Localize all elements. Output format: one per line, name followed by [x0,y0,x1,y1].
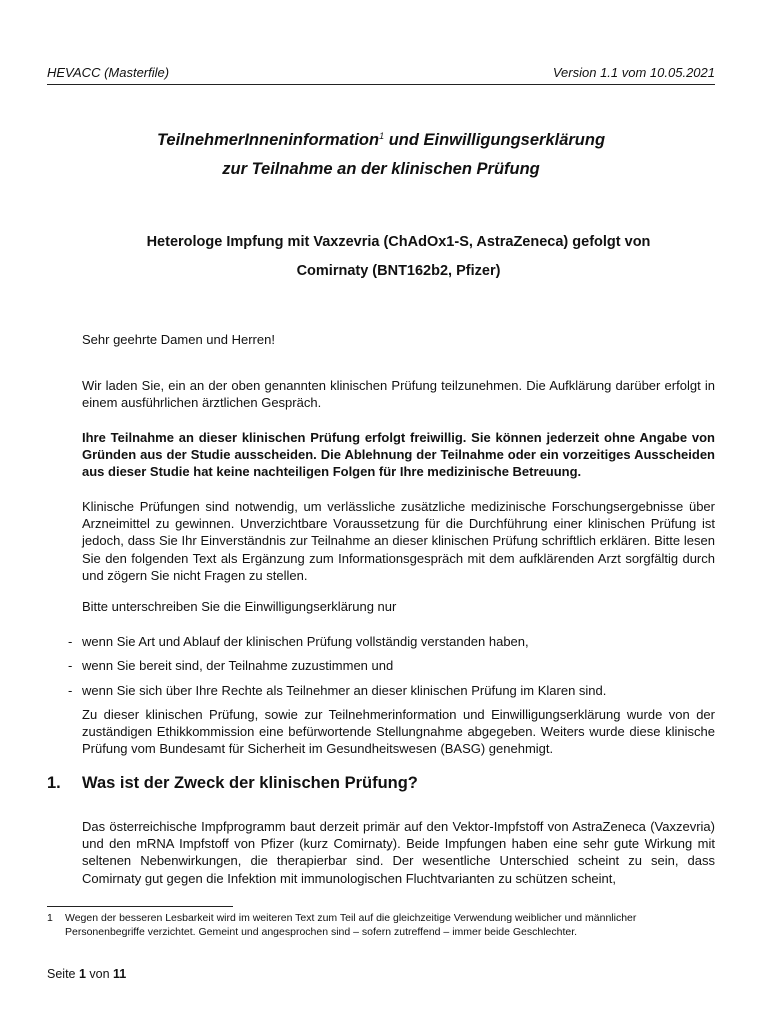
paragraph-ethics-approval: Zu dieser klinischen Prüfung, sowie zur Teilnehmerinformation und Einwilligungserklärung wurde von der zuständigen Ethikkommission eine befürwortende Stellungnahme abgegeben. Weiters wurde diese klinische Prüfung vom Bundesamt für Sicherheit im Gesundheitswesen (BASG) genehmigt. [82,707,715,757]
header-document-name: HEVACC (Masterfile) [47,65,170,80]
section-paragraph: Das österreichische Impfprogramm baut derzeit primär auf den Vektor-Impfstoff von AstraZeneca (Vaxzevria) und den mRNA Impfstoff von Pfizer (kurz Comirnaty). Beide Impfungen haben eine sehr gute Wirkung mit seltenen Nebenwirkungen, die therapierbar sind. Der wesentliche Unterschied scheint zu sein, dass Comirnaty gut gegen die Infektion mit immunologischen Fluchtvarianten zu schützen scheint, [82,819,715,886]
paragraph-clinical-trials: Klinische Prüfungen sind notwendig, um verlässliche zusätzliche medizinische Forschungsergebnisse über Arzneimittel zu gewinnen. Unverzichtbare Voraussetzung für die Durchführung einer klinischen Prüfung ist jedoch, dass Sie Ihr Einverständnis zur Teilnahme an dieser klinischen Prüfung schriftlich erklären. Bitte lesen Sie den folgenden Text als Ergänzung zum Informationsgespräch mit dem aufklärenden Arzt sorgfältig durch und zögern Sie nicht Fragen zu stellen. [82,499,715,583]
footnote-reference: 1 [379,131,385,141]
list-item-text: wenn Sie bereit sind, der Teilnahme zuzustimmen und [82,658,394,673]
total-pages: 11 [113,967,127,981]
footnote-mark: 1 [47,912,53,924]
document-title [47,122,715,184]
title-line-1: TeilnehmerInneninformation$^1$ und Einwilligungserklärung [156,131,606,149]
study-title-line-2: Comirnaty (BNT162b2, Pfizer) [296,263,501,279]
footnote-divider [47,906,233,907]
title-line-2: zur Teilnahme an der klinischen Prüfung [222,160,540,178]
footnote-text: Wegen der besseren Lesbarkeit wird im weiteren Text zum Teil auf die gleichzeitige Verwendung weiblicher und männlicher Personenbegriffe verzichtet. Gemeint und angesprochen sind – sofern zutreffend – immer beide Geschlechter. [65,912,637,938]
page-number: Seite 1 von 11 [47,967,127,981]
study-title [82,228,715,286]
salutation: Sehr geehrte Damen und Herren! [82,332,275,347]
paragraph-voluntary: Ihre Teilnahme an dieser klinischen Prüfung erfolgt freiwillig. Sie können jederzeit ohne Angabe von Gründen aus der Studie ausscheiden. Die Ablehnung der Teilnahme oder ein vorzeitiges Ausscheiden aus dieser Studie hat keine nachteiligen Folgen für Ihre medizinische Betreuung. [82,430,715,480]
study-title-line-1: Heterologe Impfung mit Vaxzevria (ChAdOx1-S, AstraZeneca) gefolgt von [146,234,651,250]
list-item-text: wenn Sie Art und Ablauf der klinischen Prüfung vollständig verstanden haben, [82,634,529,649]
page-header [47,65,715,83]
header-version: Version 1.1 vom 10.05.2021 [552,65,715,80]
section-number: 1. [47,774,61,792]
section-title: Was ist der Zweck der klinischen Prüfung? [82,774,418,792]
paragraph-invitation: Wir laden Sie, ein an der oben genannten klinischen Prüfung teilzunehmen. Die Aufklärung darüber erfolgt in einem ausführlichen ärztlichen Gespräch. [82,378,715,411]
bullet-dash: - [68,683,73,698]
paragraph-sign-only-if: Bitte unterschreiben Sie die Einwilligungserklärung nur [82,599,397,614]
bullet-dash: - [68,658,73,673]
header-divider [47,84,715,85]
current-page: 1 [78,967,86,981]
list-item-text: wenn Sie sich über Ihre Rechte als Teilnehmer an dieser klinischen Prüfung im Klaren sind. [82,683,607,698]
bullet-dash: - [68,634,73,649]
